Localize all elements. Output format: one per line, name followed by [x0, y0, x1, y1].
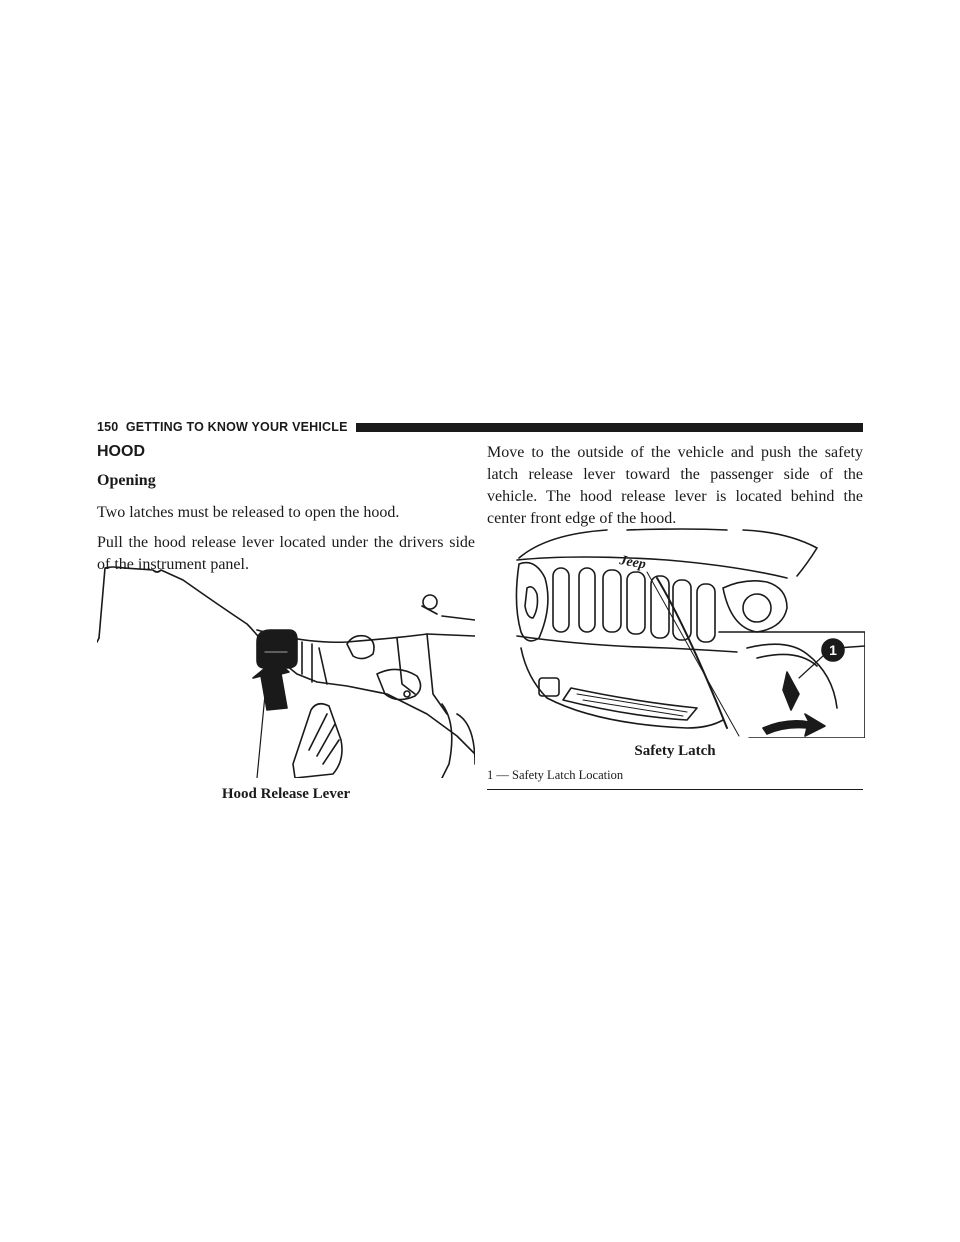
figure-legend: 1 — Safety Latch Location: [487, 768, 863, 790]
figure-caption-safety-latch: Safety Latch: [634, 743, 716, 759]
safety-latch-illustration: [487, 528, 865, 738]
paragraph-1: Two latches must be released to open the hood.: [97, 504, 400, 521]
figure-caption-hood-release: Hood Release Lever: [221, 786, 351, 802]
jeep-logo: Jeep: [618, 553, 647, 573]
section-title: HOOD: [97, 443, 145, 460]
hood-release-illustration: [97, 564, 475, 778]
page-number-and-chapter: [97, 420, 348, 434]
page-header: [97, 418, 863, 436]
right-column: [487, 442, 863, 538]
paragraph-2: Pull the hood release lever located under the drivers side of the instrument panel.: [97, 534, 475, 573]
page-number: 150: [97, 420, 119, 434]
callout-number: 1: [829, 642, 837, 658]
subheading: Opening: [97, 472, 156, 489]
chapter-title: GETTING TO KNOW YOUR VEHICLE: [125, 420, 348, 434]
left-column: [97, 442, 475, 584]
header-rule: [356, 423, 863, 432]
paragraph-3: Move to the outside of the vehicle and push the safety latch release lever toward the passenger side of the vehicle. The hood release lever is located behind the center front edge of the hood.: [487, 444, 863, 527]
